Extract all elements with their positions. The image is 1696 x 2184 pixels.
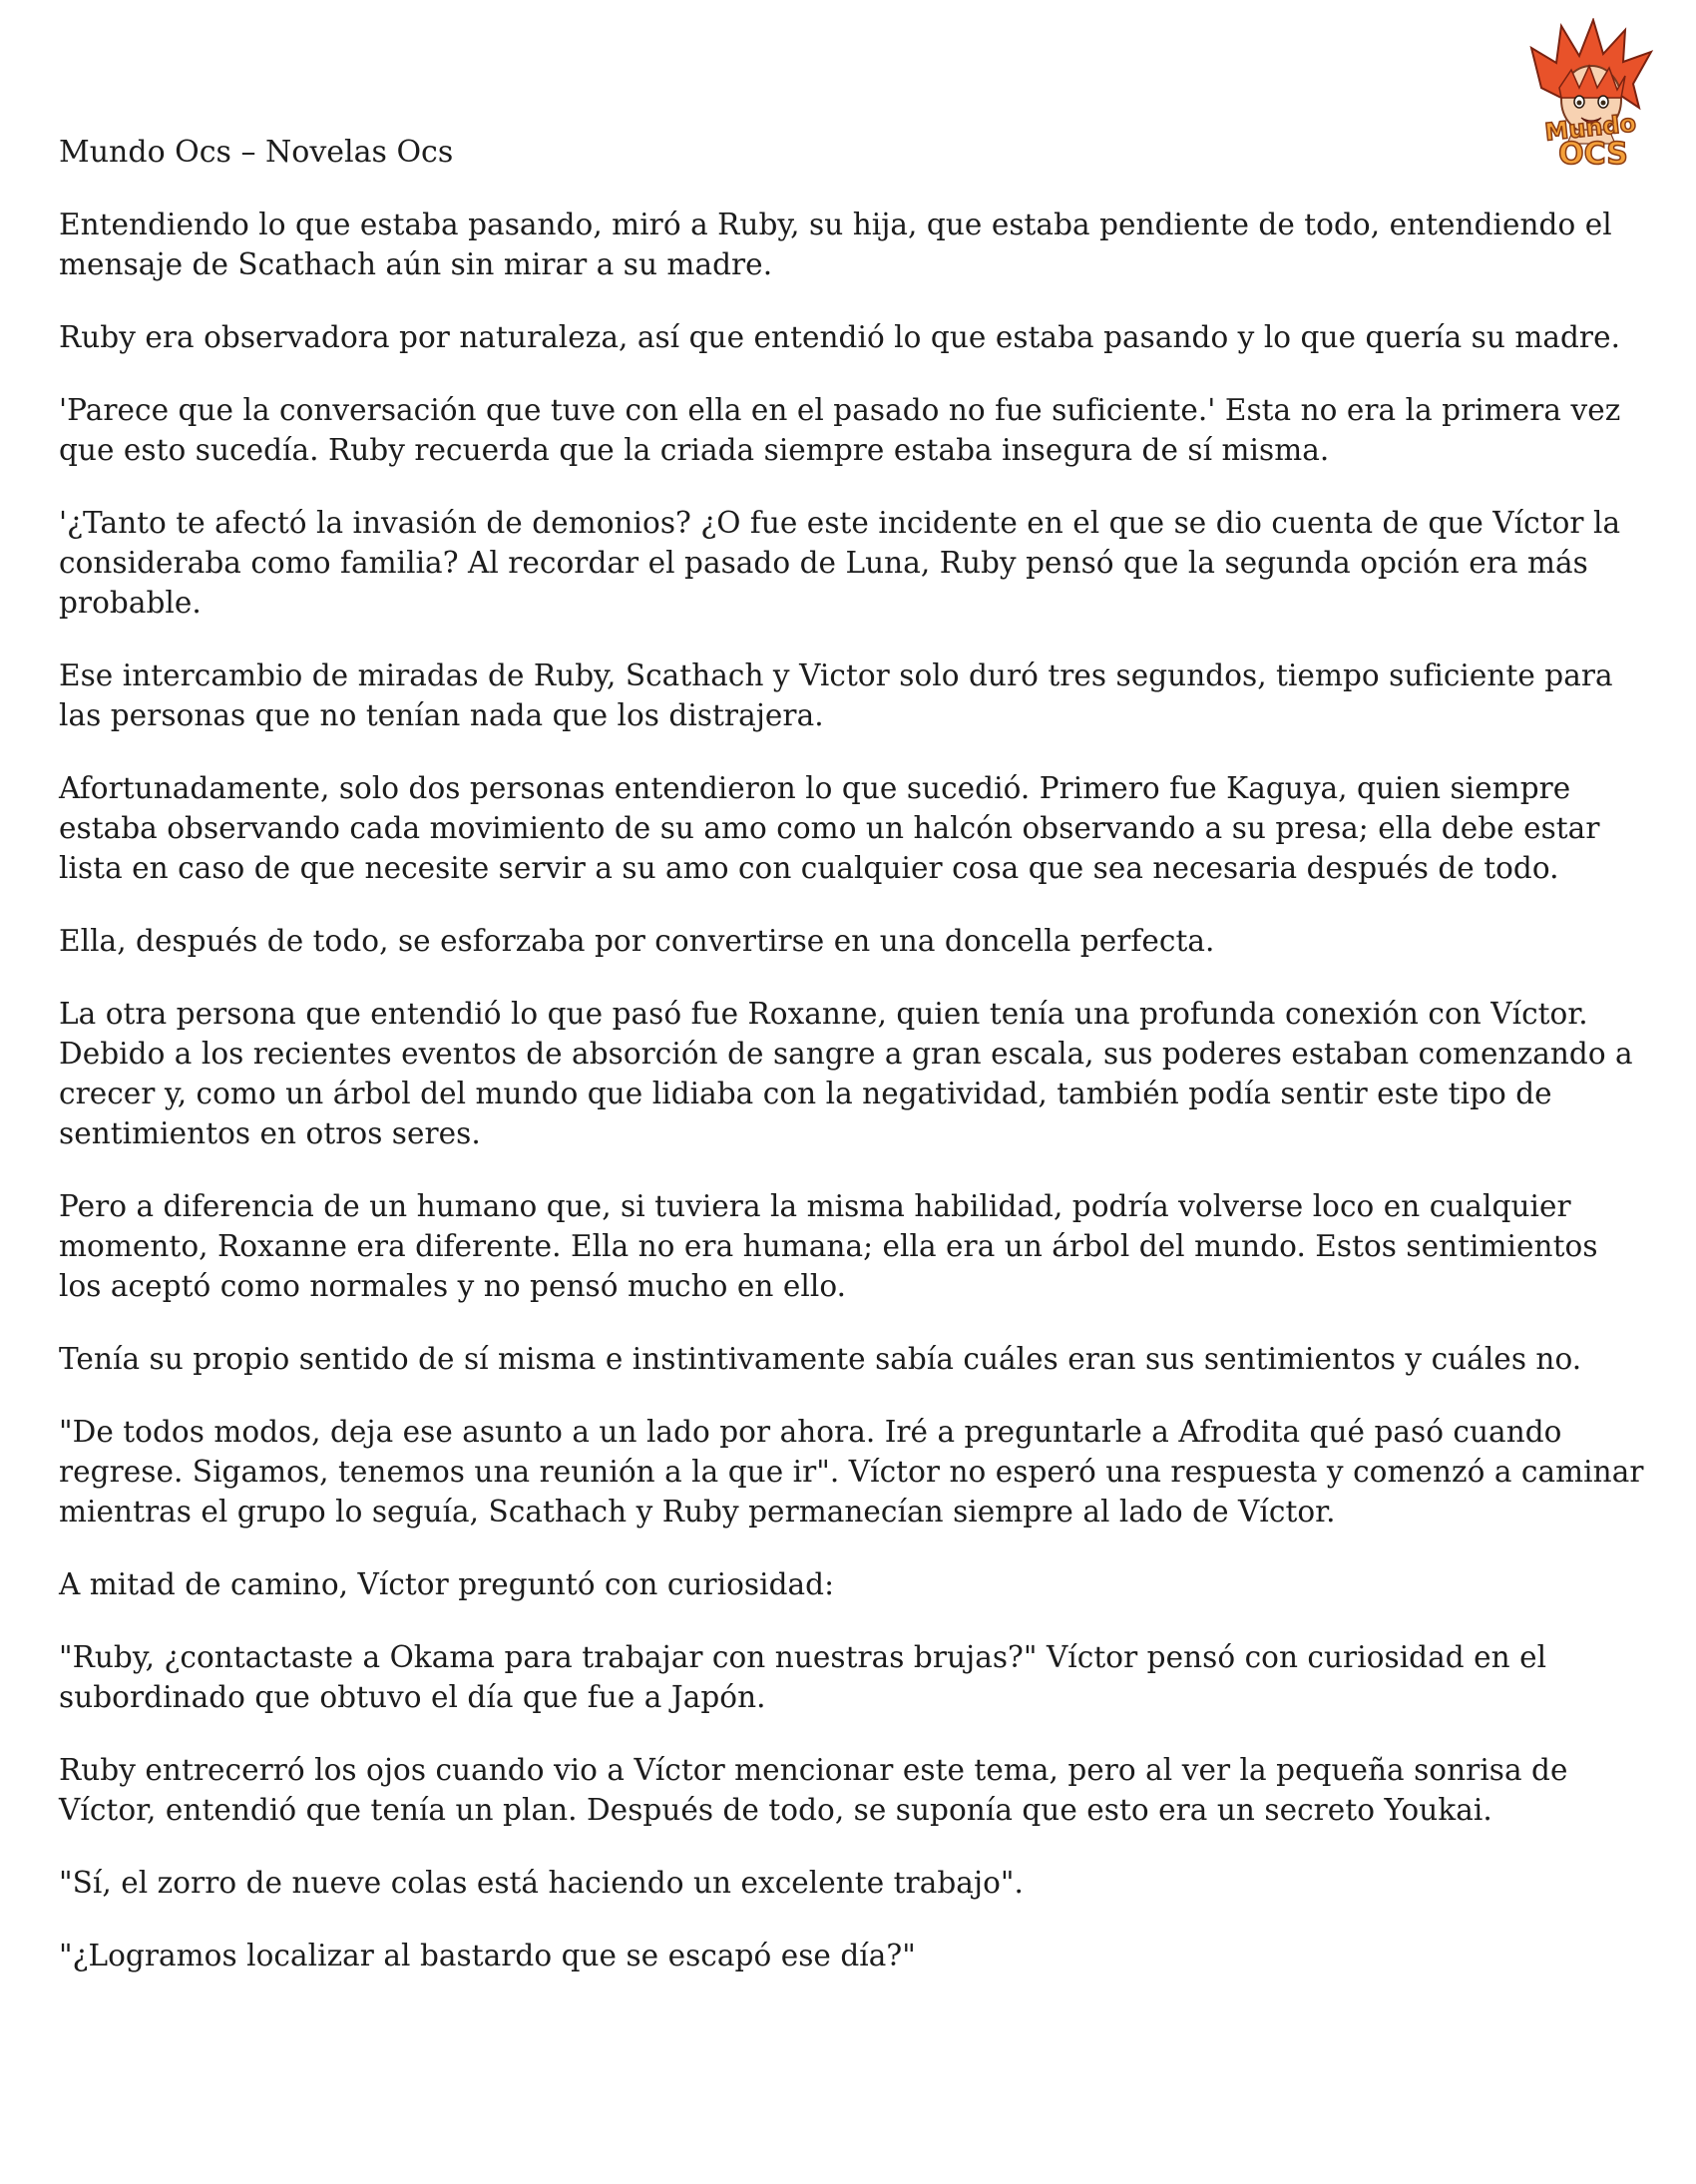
paragraph: Entendiendo lo que estaba pasando, miró a Ruby, su hija, que estaba pendiente de todo, entendiendo el mensaje de Scathach aún sin mirar a su madre.	[59, 208, 1612, 281]
document-page	[59, 134, 1645, 2008]
paragraph: La otra persona que entendió lo que pasó fue Roxanne, quien tenía una profunda conexión con Víctor. Debido a los recientes eventos de absorción de sangre a gran escala, sus poderes estaban comenzando a crecer y, como un árbol del mundo que lidiaba con la negatividad, también podía sentir este tipo de sentimientos en otros seres.	[59, 997, 1633, 1150]
svg-text:Mundo: Mundo	[1543, 109, 1638, 147]
paragraph: Tenía su propio sentido de sí misma e instintivamente sabía cuáles eran sus sentimientos y cuáles no.	[59, 1342, 1582, 1376]
paragraph: Ese intercambio de miradas de Ruby, Scathach y Victor solo duró tres segundos, tiempo suficiente para las personas que no tenían nada que los distrajera.	[59, 658, 1613, 732]
paragraph: Pero a diferencia de un humano que, si tuviera la misma habilidad, podría volverse loco en cualquier momento, Roxanne era diferente. Ella no era humana; ella era un árbol del mundo. Estos sentimientos los aceptó como normales y no pensó mucho en ello.	[59, 1189, 1598, 1303]
paragraph: A mitad de camino, Víctor preguntó con curiosidad:	[59, 1567, 835, 1601]
paragraph: 'Parece que la conversación que tuve con ella en el pasado no fue suficiente.' Esta no era la primera vez que esto sucedía. Ruby recuerda que la criada siempre estaba insegura de sí misma.	[59, 393, 1621, 467]
paragraph: "¿Logramos localizar al bastardo que se escapó ese día?"	[59, 1939, 916, 1972]
paragraph: Ella, después de todo, se esforzaba por convertirse en una doncella perfecta.	[59, 924, 1215, 958]
paragraph: "Ruby, ¿contactaste a Okama para trabajar con nuestras brujas?" Víctor pensó con curiosidad en el subordinado que obtuvo el día que fue a Japón.	[59, 1640, 1547, 1714]
paragraph: Ruby era observadora por naturaleza, así que entendió lo que estaba pasando y lo que quería su madre.	[59, 320, 1621, 354]
svg-text:OCS: OCS	[1558, 137, 1628, 170]
paragraph: "De todos modos, deja ese asunto a un lado por ahora. Iré a preguntarle a Afrodita qué pasó cuando regrese. Sigamos, tenemos una reunión a la que ir". Víctor no esperó una respuesta y comenzó a caminar mientras el grupo lo seguía, Scathach y Ruby permanecían siempre al lado de Víctor.	[59, 1415, 1644, 1529]
paragraph: Afortunadamente, solo dos personas entendieron lo que sucedió. Primero fue Kaguya, quien siempre estaba observando cada movimiento de su amo como un halcón observando a su presa; ella debe estar lista en caso de que necesite servir a su amo con cualquier cosa que sea necesaria después de todo.	[59, 771, 1600, 885]
document-header: Mundo Ocs – Novelas Ocs	[59, 135, 454, 170]
paragraph: Ruby entrecerró los ojos cuando vio a Víctor mencionar este tema, pero al ver la pequeña sonrisa de Víctor, entendió que tenía un plan. Después de todo, se suponía que esto era un secreto Youkai.	[59, 1753, 1568, 1827]
paragraph: "Sí, el zorro de nueve colas está haciendo un excelente trabajo".	[59, 1866, 1024, 1900]
paragraph: '¿Tanto te afectó la invasión de demonios? ¿O fue este incidente en el que se dio cuenta de que Víctor la consideraba como familia? Al recordar el pasado de Luna, Ruby pensó que la segunda opción era más probable.	[59, 506, 1621, 620]
